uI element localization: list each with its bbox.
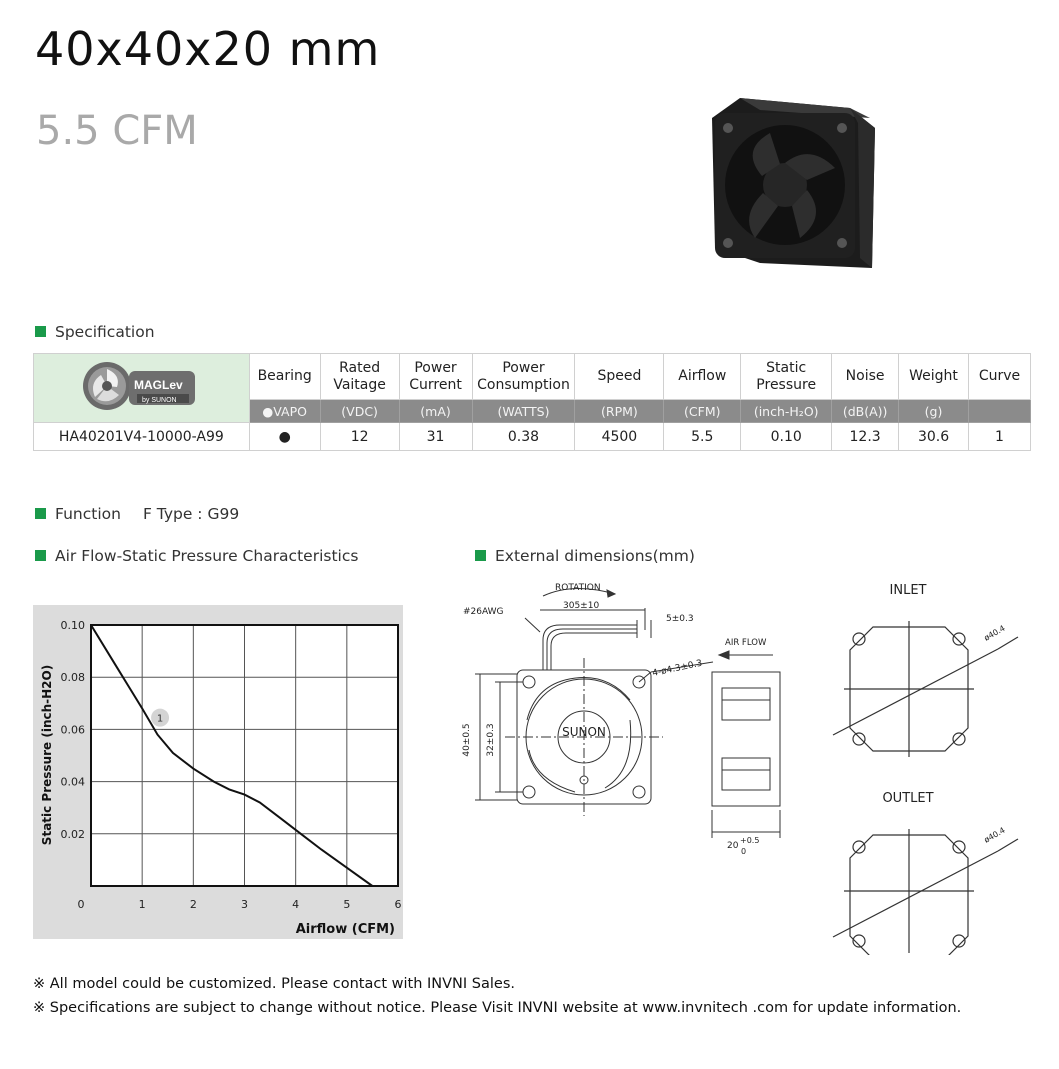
depth-label: 20: [727, 841, 739, 851]
chart-heading: Air Flow-Static Pressure Characteristics: [35, 547, 358, 565]
unit-curve: [969, 400, 1031, 423]
col-power-current: Power Current: [399, 354, 472, 400]
x-tick-label: 0: [77, 898, 85, 911]
x-axis-label: Airflow (CFM): [295, 922, 395, 937]
depth-tol-upper: +0.5: [740, 836, 760, 845]
unit-current: (mA): [399, 400, 472, 423]
y-tick-label: 0.04: [60, 775, 85, 789]
unit-bearing: ●VAPO: [249, 400, 320, 423]
specification-heading: Specification: [35, 323, 155, 341]
col-noise: Noise: [832, 354, 899, 400]
mount-holes-label: 4-ø4.3±0.3: [651, 658, 704, 679]
x-tick-label: 4: [292, 898, 300, 911]
col-rated-voltage: Rated Vaitage: [320, 354, 399, 400]
y-axis-label: Static Pressure (inch-H2O): [40, 664, 54, 846]
page-title: 40x40x20 mm: [35, 22, 381, 76]
col-static-pressure: Static Pressure: [741, 354, 832, 400]
maglev-logo-icon: [81, 357, 201, 415]
fan-product-image: [700, 88, 890, 278]
y-tick-label: 0.08: [60, 671, 85, 685]
airflow-pressure-chart: [33, 605, 403, 939]
curve-marker: [151, 709, 169, 727]
inlet-diameter-label: ø40.4: [982, 623, 1007, 643]
wire-gauge-label: #26AWG: [463, 607, 504, 617]
cell-pressure: 0.10: [741, 423, 832, 451]
cell-model: HA40201V4-10000-A99: [34, 423, 250, 451]
col-power-consumption: Power Consumption: [472, 354, 575, 400]
page-subtitle: 5.5 CFM: [36, 108, 198, 154]
cell-voltage: 12: [320, 423, 399, 451]
cell-power: 0.38: [472, 423, 575, 451]
note-specifications: ※ Specifications are subject to change without notice. Please Visit INVNI website at www.invnitech .com for update information.: [33, 1000, 962, 1016]
cell-weight: 30.6: [899, 423, 969, 451]
outlet-diameter-label: ø40.4: [982, 825, 1007, 845]
unit-weight: (g): [899, 400, 969, 423]
function-heading: Function F Type : G99: [35, 505, 239, 523]
fan-brand-label: SUNON: [562, 725, 606, 739]
strip-length-label: 5±0.3: [666, 614, 694, 624]
unit-airflow: (CFM): [664, 400, 741, 423]
rotation-label: ROTATION: [555, 583, 601, 593]
table-row: [34, 423, 1031, 451]
dimensions-heading: External dimensions(mm): [475, 547, 695, 565]
x-tick-label: 2: [189, 898, 197, 911]
y-tick-label: 0.02: [60, 827, 85, 841]
airflow-label: AIR FLOW: [725, 638, 767, 648]
bullet-square-icon: [35, 550, 46, 561]
x-tick-label: 3: [241, 898, 248, 911]
unit-speed: (RPM): [575, 400, 664, 423]
col-airflow: Airflow: [664, 354, 741, 400]
svg-text:by SUNON: by SUNON: [142, 396, 177, 404]
function-value: F Type : G99: [142, 505, 240, 523]
cell-speed: 4500: [575, 423, 664, 451]
note-customize: ※ All model could be customized. Please contact with INVNI Sales.: [33, 976, 515, 992]
outlet-label: OUTLET: [882, 791, 934, 806]
cell-noise: 12.3: [832, 423, 899, 451]
unit-pressure: (inch-H₂O): [741, 400, 832, 423]
inlet-outlet-drawing: [828, 575, 1028, 955]
curve-marker-label: 1: [156, 713, 164, 725]
depth-tol-lower: 0: [741, 847, 747, 856]
cell-airflow: 5.5: [664, 423, 741, 451]
svg-text:MAGLev: MAGLev: [134, 377, 184, 392]
cell-curve: 1: [969, 423, 1031, 451]
unit-voltage: (VDC): [320, 400, 399, 423]
inner-size-label: 32±0.3: [486, 723, 496, 757]
unit-noise: (dB(A)): [832, 400, 899, 423]
cell-current: 31: [399, 423, 472, 451]
bullet-square-icon: [475, 550, 486, 561]
maglev-logo: [34, 354, 250, 423]
y-tick-label: 0.06: [60, 723, 85, 737]
col-speed: Speed: [575, 354, 664, 400]
col-curve: Curve: [969, 354, 1031, 400]
specification-table: [33, 353, 1031, 451]
x-tick-label: 1: [138, 898, 146, 911]
y-tick-label: 0.10: [60, 619, 85, 632]
inlet-label: INLET: [889, 583, 927, 598]
unit-power: (WATTS): [472, 400, 575, 423]
col-bearing: Bearing: [249, 354, 320, 400]
outer-size-label: 40±0.5: [462, 723, 472, 757]
x-tick-label: 6: [394, 898, 402, 911]
x-tick-label: 5: [343, 898, 351, 911]
lead-length-label: 305±10: [563, 601, 600, 611]
bullet-square-icon: [35, 326, 46, 337]
bullet-square-icon: [35, 508, 46, 519]
front-dimension-drawing: [455, 570, 815, 860]
col-weight: Weight: [899, 354, 969, 400]
cell-bearing: ●: [249, 423, 320, 451]
